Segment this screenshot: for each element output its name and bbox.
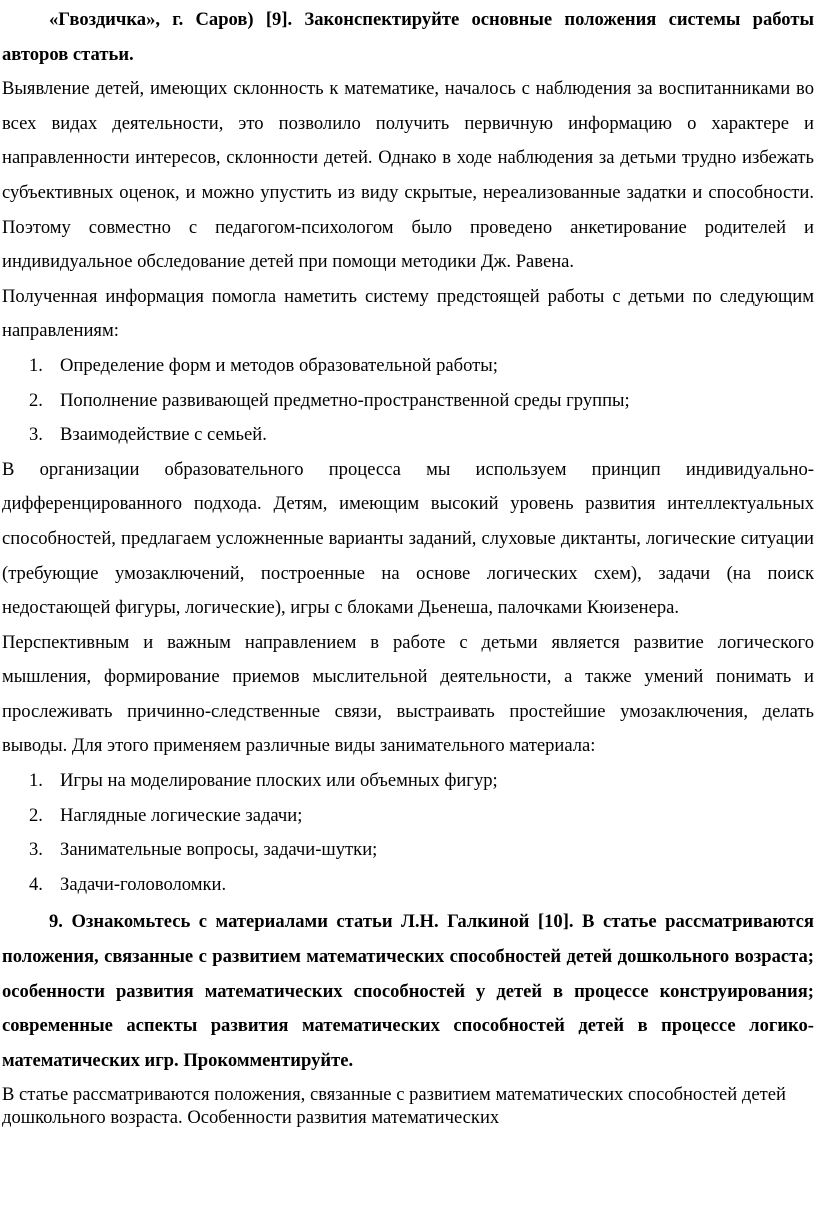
- list-item: [2, 833, 814, 868]
- list-item: [2, 868, 814, 903]
- section-9-heading: 9. Ознакомьтесь с материалами статьи Л.Н. Галкиной [10]. В статье рассматриваются положения, связанные с развитием математических способностей детей дошкольного возраста; особенности развития математических способностей у детей в процессе конструирования; современные аспекты развития математических способностей детей в процессе логико-математических игр. Прокомментируйте.: [2, 911, 814, 1071]
- list-item-text: Пополнение развивающей предметно-пространственной среды группы;: [60, 389, 630, 411]
- list-item-number: 3.: [29, 424, 43, 446]
- list-item: [2, 384, 814, 419]
- list-item-text: Задачи-головоломки.: [60, 873, 227, 895]
- list-item-text: Занимательные вопросы, задачи-шутки;: [60, 839, 378, 861]
- list-item: [2, 764, 814, 799]
- list-item-text: Игры на моделирование плоских или объемных фигур;: [60, 770, 498, 792]
- list-item-number: 2.: [29, 804, 43, 826]
- list-item-text: Взаимодействие с семьей.: [60, 424, 267, 446]
- list-item-number: 1.: [29, 354, 43, 376]
- list-item-number: 3.: [29, 839, 43, 861]
- list-item-text: Наглядные логические задачи;: [60, 804, 303, 826]
- section-9-answer: В статье рассматриваются положения, связанные с развитием математических способностей детей дошкольного возраста. Особенности развития математических: [2, 1084, 786, 1129]
- paragraph-work-system: Полученная информация помогла наметить систему предстоящей работы с детьми по следующим направлениям:: [2, 285, 814, 342]
- section-8-heading: «Гвоздичка», г. Саров) [9]. Законспектируйте основные положения системы работы авторов статьи.: [2, 9, 814, 65]
- paragraph-individual-approach: В организации образовательного процесса мы используем принцип индивидуально-дифференцированного подхода. Детям, имеющим высокий уровень развития интеллектуальных способностей, предлагаем усложненные варианты заданий, слуховые диктанты, логические ситуации (требующие умозаключений, построенные на основе логических схем), задачи (на поиск недостающей фигуры, логические), игры с блоками Дьенеша, палочками Кюизенера.: [2, 458, 814, 619]
- list-item: [2, 418, 814, 453]
- list-item-number: 2.: [29, 389, 43, 411]
- directions-list: [2, 349, 814, 453]
- paragraph-identification: Выявление детей, имеющих склонность к математике, началось с наблюдения за воспитанниками во всех видах деятельности, это позволило получить первичную информацию о характере и направленности интересов, склонности детей. Однако в ходе наблюдения за детьми трудно избежать субъективных оценок, и можно упустить из виду скрытые, нереализованные задатки и способности. Поэтому совместно с педагогом-психологом было проведено анкетирование родителей и индивидуальное обследование детей при помощи методики Дж. Равена.: [2, 78, 814, 273]
- materials-list: [2, 764, 814, 902]
- list-item-number: 4.: [29, 873, 43, 895]
- paragraph-logical-thinking: Перспективным и важным направлением в работе с детьми является развитие логического мышления, формирование приемов мыслительной деятельности, а также умений понимать и прослеживать причинно-следственные связи, выстраивать простейшие умозаключения, делать выводы. Для этого применяем различные виды занимательного материала:: [2, 631, 814, 757]
- list-item-text: Определение форм и методов образовательной работы;: [60, 354, 498, 376]
- list-item: [2, 799, 814, 834]
- list-item-number: 1.: [29, 770, 43, 792]
- list-item: [2, 349, 814, 384]
- document-page: [2, 0, 814, 1129]
